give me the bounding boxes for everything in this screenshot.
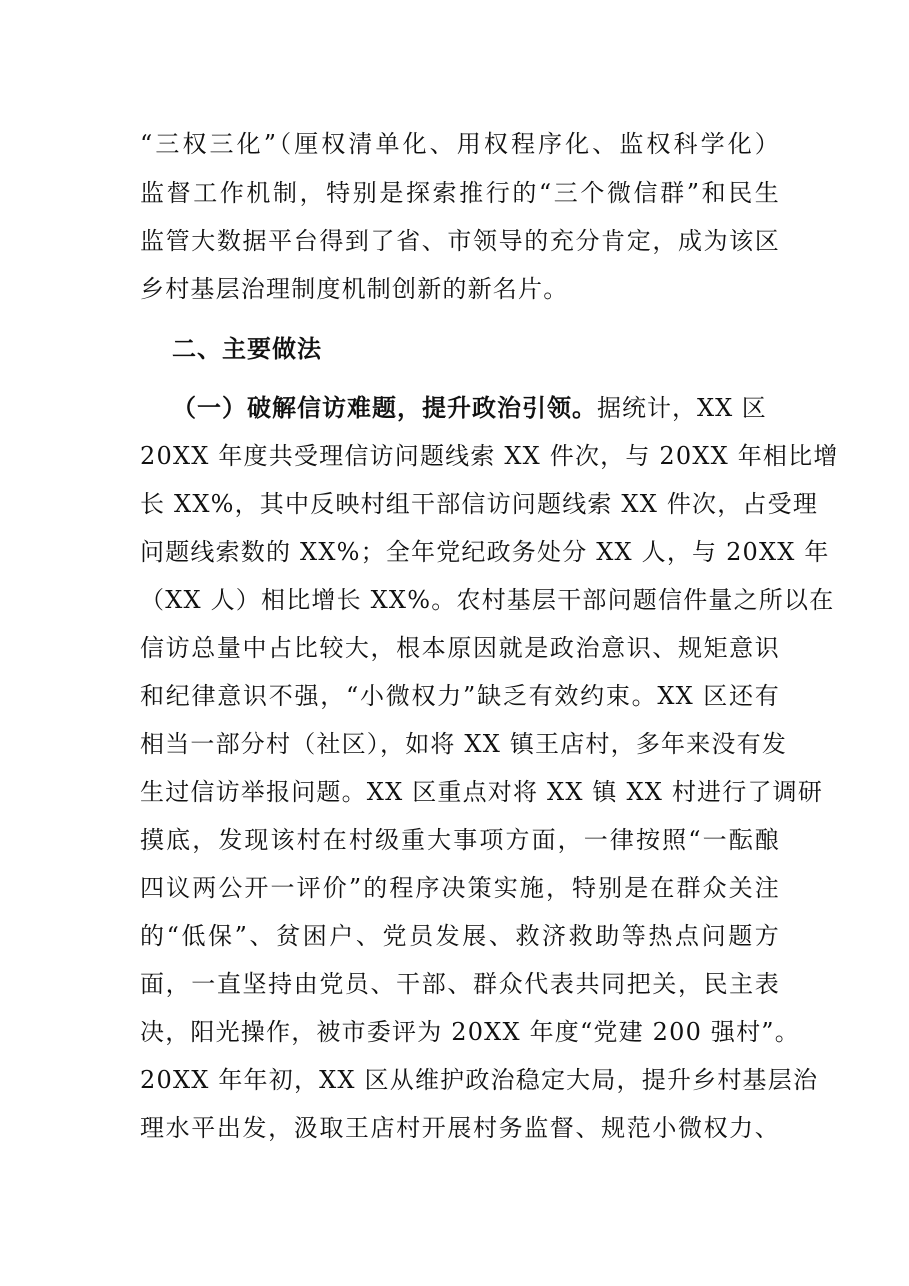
intro-line-1: “三权三化”（厘权清单化、用权程序化、监权科学化） xyxy=(140,130,780,158)
body-line: （XX 人）相比增长 XX%。农村基层干部问题信件量之所以在 xyxy=(140,586,835,614)
body-line: 决，阳光操作，被市委评为 20XX 年度“党建 200 强村”。 xyxy=(140,1018,800,1046)
intro-line-3: 监管大数据平台得到了省、市领导的充分肯定，成为该区 xyxy=(140,227,780,255)
section-heading: 二、主要做法 xyxy=(172,334,322,363)
body-line: 和纪律意识不强，“小微权力”缺乏有效约束。XX 区还有 xyxy=(140,682,780,710)
body-line: 摸底，发现该村在村级重大事项方面，一律按照“一酝酿 xyxy=(140,826,780,854)
body-line: 相当一部分村（社区），如将 XX 镇王店村，多年来没有发 xyxy=(140,730,788,758)
body-line: 问题线索数的 XX%；全年党纪政务处分 XX 人，与 20XX 年 xyxy=(140,538,830,566)
intro-line-4: 乡村基层治理制度机制创新的新名片。 xyxy=(140,275,569,303)
subsection-heading: （一）破解信访难题，提升政治引领。 xyxy=(172,393,597,422)
body-line: 信访总量中占比较大，根本原因就是政治意识、规矩意识 xyxy=(140,634,780,662)
subsection-lead-text: 据统计，XX 区 xyxy=(597,394,767,422)
body-line: 理水平出发，汲取王店村开展村务监督、规范小微权力、 xyxy=(140,1114,780,1142)
body-line: 生过信访举报问题。XX 区重点对将 XX 镇 XX 村进行了调研 xyxy=(140,778,824,806)
body-line: 面，一直坚持由党员、干部、群众代表共同把关，民主表 xyxy=(140,970,780,998)
subsection-first-line xyxy=(172,392,780,424)
body-line: 20XX 年度共受理信访问题线索 XX 件次，与 20XX 年相比增 xyxy=(140,442,839,470)
body-line: 四议两公开一评价”的程序决策实施，特别是在群众关注 xyxy=(140,874,780,902)
body-line: 长 XX%，其中反映村组干部信访问题线索 XX 件次，占受理 xyxy=(140,490,819,518)
body-line: 20XX 年年初，XX 区从维护政治稳定大局，提升乡村基层治 xyxy=(140,1066,819,1094)
intro-line-2: 监督工作机制，特别是探索推行的“三个微信群”和民生 xyxy=(140,179,780,207)
body-line: 的“低保”、贫困户、党员发展、救济救助等热点问题方 xyxy=(140,922,780,950)
